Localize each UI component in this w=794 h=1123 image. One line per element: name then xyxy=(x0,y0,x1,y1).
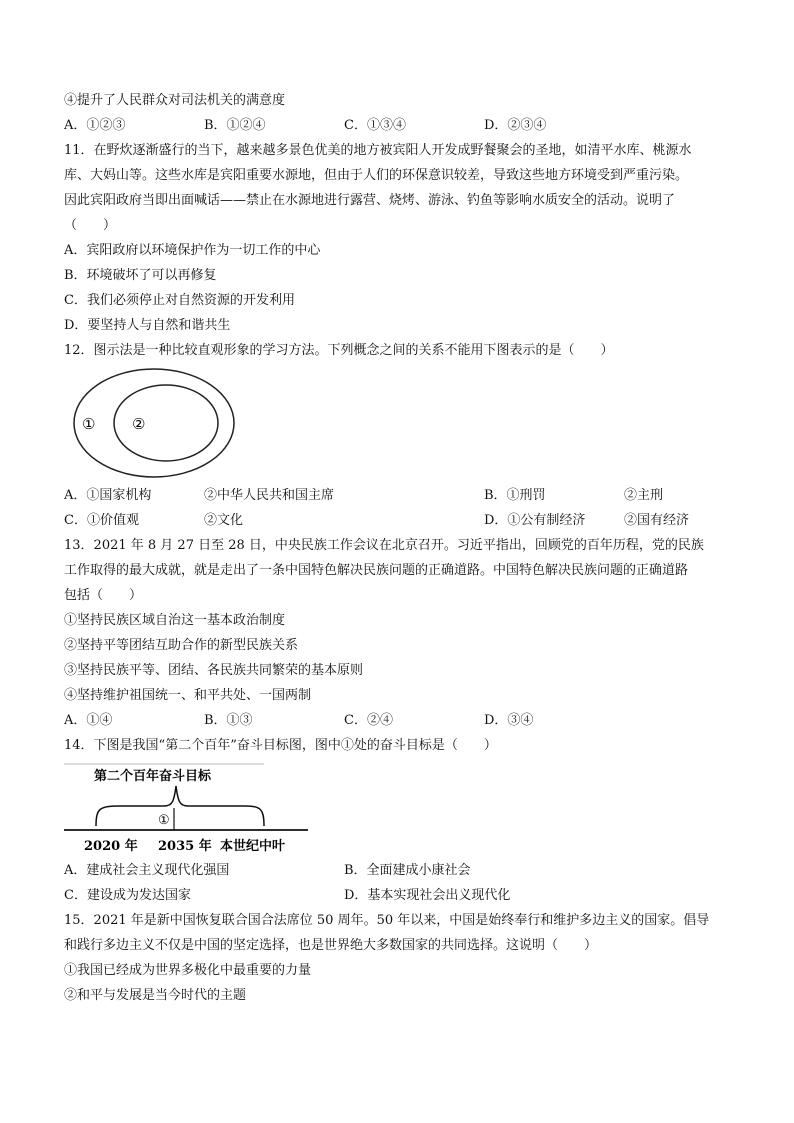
q12-options-row-1 xyxy=(64,483,744,508)
q14-option-c[interactable]: C．建设成为发达国家 xyxy=(64,888,191,903)
q12-option-d-1[interactable]: D．①公有制经济 xyxy=(484,513,586,528)
figure-title: 第二个百年奋斗目标 xyxy=(94,769,212,784)
q13-option-a[interactable]: A．①④ xyxy=(64,713,113,728)
q10-options xyxy=(64,113,744,138)
q11-stem-line-4: （ ） xyxy=(64,218,117,233)
q13-item-2: ②坚持平等团结互助合作的新型民族关系 xyxy=(64,638,299,653)
q15-stem-line-1: 15．2021 年是新中国恢复联合国合法席位 50 周年。50 年以来，中国是始终奉行和维护多边主义的国家。倡导 xyxy=(64,913,710,928)
outer-label: ① xyxy=(82,415,96,433)
q12-option-a-1[interactable]: A．①国家机构 xyxy=(64,488,152,503)
q13-stem-line-2: 工作取得的最大成就，就是走出了一条中国特色解决民族问题的正确道路。中国特色解决民族问题的正确道路 xyxy=(64,563,689,578)
q11-stem-line-1: 11．在野炊逐渐盛行的当下，越来越多景色优美的地方被宾阳人开发成野餐聚会的圣地，如清平水库、桃源水 xyxy=(64,143,692,158)
q13-option-c[interactable]: C．②④ xyxy=(344,713,393,728)
year-2035-label: 2035 年 xyxy=(158,839,212,854)
q13-options xyxy=(64,708,744,733)
q12-figure xyxy=(64,363,744,483)
q12-option-c-1[interactable]: C．①价值观 xyxy=(64,513,139,528)
q12-stem: 12．图示法是一种比较直观形象的学习方法。下列概念之间的关系不能用下图表示的是（ ） xyxy=(64,343,614,358)
q12-option-b-2: ②主刑 xyxy=(624,488,664,503)
q13-item-1: ①坚持民族区域自治这一基本政治制度 xyxy=(64,613,286,628)
q11-option-c[interactable]: C．我们必须停止对自然资源的开发利用 xyxy=(64,293,295,308)
q11-option-d[interactable]: D．要坚持人与自然和谐共生 xyxy=(64,318,231,333)
q13-item-3: ③坚持民族平等、团结、各民族共同繁荣的基本原则 xyxy=(64,663,364,678)
q14-options-row-1 xyxy=(64,858,744,883)
inner-label: ② xyxy=(132,415,146,433)
q10-option-a[interactable]: A．①②③ xyxy=(64,118,126,133)
q14-figure xyxy=(64,758,744,858)
q10-item-4: ④提升了人民群众对司法机关的满意度 xyxy=(64,93,286,108)
q13-option-b[interactable]: B．①③ xyxy=(204,713,253,728)
q10-option-b[interactable]: B．①②④ xyxy=(204,118,266,133)
q10-option-c[interactable]: C．①③④ xyxy=(344,118,406,133)
q13-option-d[interactable]: D．③④ xyxy=(484,713,534,728)
q14-options-row-2 xyxy=(64,883,744,908)
q14-option-d[interactable]: D．基本实现社会出义现代化 xyxy=(344,888,511,903)
q15-item-1: ①我国已经成为世界多极化中最重要的力量 xyxy=(64,963,312,978)
mid-century-label: 本世纪中叶 xyxy=(220,839,286,854)
q12-option-c-2: ②文化 xyxy=(204,513,244,528)
q14-stem: 14．下图是我国“第二个百年”奋斗目标图，图中①处的奋斗目标是（ ） xyxy=(64,738,497,753)
q11-option-a[interactable]: A．宾阳政府以环境保护作为一切工作的中心 xyxy=(64,243,321,258)
q14-option-a[interactable]: A．建成社会主义现代化强国 xyxy=(64,863,230,878)
q12-option-b-1[interactable]: B．①刑罚 xyxy=(484,488,546,503)
curly-brace xyxy=(96,786,264,826)
q11-option-b[interactable]: B．环境破坏了可以再修复 xyxy=(64,268,217,283)
q11-stem-line-2: 库、大妈山等。这些水库是宾阳重要水源地，但由于人们的环保意识较差，导致这些地方环境受到严重污染。 xyxy=(64,168,689,183)
q13-stem-line-3: 包括（ ） xyxy=(64,588,143,603)
q13-item-4: ④坚持维护祖国统一、和平共处、一国两制 xyxy=(64,688,312,703)
figure-mark: ① xyxy=(158,813,170,828)
centenary-goal-figure xyxy=(64,758,314,858)
q13-stem-line-1: 13．2021 年 8 月 27 日至 28 日，中央民族工作会议在北京召开。习近平指出，回顾党的百年历程，党的民族 xyxy=(64,538,704,553)
year-2020-label: 2020 年 xyxy=(84,839,138,854)
q12-option-d-2: ②国有经济 xyxy=(624,513,690,528)
exam-page xyxy=(64,88,744,1008)
q15-item-2: ②和平与发展是当今时代的主题 xyxy=(64,988,247,1003)
q10-option-d[interactable]: D．②③④ xyxy=(484,118,547,133)
q12-option-a-2: ②中华人民共和国主席 xyxy=(204,488,335,503)
concentric-circles-figure xyxy=(64,363,324,483)
inner-circle xyxy=(114,385,218,461)
q14-option-b[interactable]: B．全面建成小康社会 xyxy=(344,863,471,878)
q11-stem-line-3: 因此宾阳政府当即出面喊话——禁止在水源地进行露营、烧烤、游泳、钓鱼等影响水质安全的活动。说明了 xyxy=(64,193,676,208)
q15-stem-line-2: 和践行多边主义不仅是中国的坚定选择，也是世界绝大多数国家的共同选择。这说明（ ） xyxy=(64,938,598,953)
q12-options-row-2 xyxy=(64,508,744,533)
